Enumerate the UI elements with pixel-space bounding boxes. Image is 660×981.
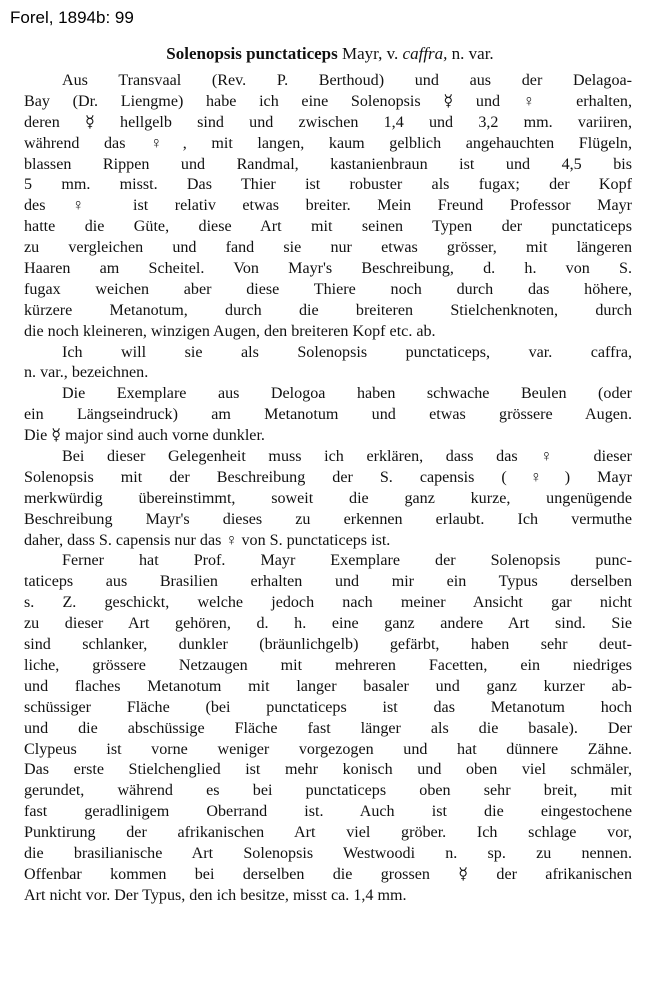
paragraph bbox=[24, 384, 632, 447]
body-text bbox=[24, 71, 632, 907]
variety-name: caffra, bbox=[402, 44, 448, 63]
citation-label: Forel, 1894b: 99 bbox=[10, 8, 134, 27]
paragraph bbox=[24, 343, 632, 385]
text-line: während das ♀, mit langen, kaum gelblich angehauchten Flügeln, bbox=[24, 134, 632, 152]
text-line: schüssiger Fläche (bei punctaticeps ist das Metanotum hoch bbox=[24, 698, 632, 716]
text-line: deren ☿ hellgelb sind und zwischen 1,4 und 3,2 mm. variiren, bbox=[24, 113, 632, 131]
text-line: 5 mm. misst. Das Thier ist robuster als fugax; der Kopf bbox=[24, 176, 632, 194]
text-line: fast geradlinigem Oberrand ist. Auch ist die eingestochene bbox=[24, 803, 632, 821]
text-line: Punktirung der afrikanischen Art viel gröber. Ich schlage vor, bbox=[24, 824, 632, 842]
text-line: Bei dieser Gelegenheit muss ich erklären, dass das ♀ dieser bbox=[62, 448, 632, 466]
paragraph bbox=[24, 71, 632, 343]
paragraph bbox=[24, 551, 632, 906]
text-line: gerundet, während es bei punctaticeps oben sehr breit, mit bbox=[24, 782, 632, 800]
text-line: zu dieser Art gehören, d. h. eine ganz andere Art sind. Sie bbox=[24, 615, 632, 633]
text-line: und flaches Metanotum mit langer basaler und ganz kurzer ab- bbox=[24, 677, 632, 695]
text-line: Solenopsis mit der Beschreibung der S. capensis (♀) Mayr bbox=[24, 468, 632, 486]
text-line: Haaren am Scheitel. Von Mayr's Beschreibung, d. h. von S. bbox=[24, 260, 632, 278]
text-line: des ♀ ist relativ etwas breiter. Mein Freund Professor Mayr bbox=[24, 197, 632, 215]
text-line: Ich will sie als Solenopsis punctaticeps, var. caffra, bbox=[62, 343, 632, 361]
text-line: taticeps aus Brasilien erhalten und mir ein Typus derselben bbox=[24, 573, 632, 591]
species-author: Mayr, v. bbox=[342, 44, 399, 63]
species-heading bbox=[0, 44, 660, 64]
text-line: n. var., bezeichnen. bbox=[24, 364, 149, 382]
text-line: sind schlanker, dunkler (bräunlichgelb) gefärbt, haben sehr deut- bbox=[24, 636, 632, 654]
text-line: Das erste Stielchenglied ist mehr konisch und oben viel schmäler, bbox=[24, 761, 632, 779]
text-line: kürzere Metanotum, durch die breiteren Stielchenknoten, durch bbox=[24, 301, 632, 319]
taxon-status: n. var. bbox=[451, 44, 494, 63]
text-line: s. Z. geschickt, welche jedoch nach meiner Ansicht gar nicht bbox=[24, 594, 632, 612]
text-line: die noch kleineren, winzigen Augen, den breiteren Kopf etc. ab. bbox=[24, 322, 436, 340]
text-line: merkwürdig übereinstimmt, soweit die ganz kurze, ungenügende bbox=[24, 489, 632, 507]
text-line: Aus Transvaal (Rev. P. Berthoud) und aus der Delagoa- bbox=[62, 72, 632, 89]
text-line: liche, grössere Netzaugen mit mehreren Facetten, ein niedriges bbox=[24, 656, 632, 674]
text-line: Beschreibung Mayr's dieses zu erkennen erlaubt. Ich vermuthe bbox=[24, 510, 632, 528]
text-line: hatte die Güte, diese Art mit seinen Typen der punctaticeps bbox=[24, 218, 632, 236]
text-line: Die Exemplare aus Delogoa haben schwache Beulen (oder bbox=[62, 385, 632, 403]
paragraph bbox=[24, 447, 632, 551]
text-line: daher, dass S. capensis nur das ♀ von S. punctaticeps ist. bbox=[24, 531, 391, 549]
text-line: die brasilianische Art Solenopsis Westwoodi n. sp. zu nennen. bbox=[24, 844, 632, 862]
text-line: Die ☿ major sind auch vorne dunkler. bbox=[24, 427, 265, 445]
text-line: Art nicht vor. Der Typus, den ich besitze, misst ca. 1,4 mm. bbox=[24, 886, 407, 904]
text-line: zu vergleichen und fand sie nur etwas grösser, mit längeren bbox=[24, 239, 632, 257]
text-line: blassen Rippen und Randmal, kastanienbraun ist und 4,5 bis bbox=[24, 155, 632, 173]
species-name: Solenopsis punctaticeps bbox=[166, 44, 338, 63]
text-line: Offenbar kommen bei derselben die grossen ☿ der afrikanischen bbox=[24, 865, 632, 883]
text-line: fugax weichen aber diese Thiere noch durch das höhere, bbox=[24, 280, 632, 298]
text-line: und die abschüssige Fläche fast länger als die basale). Der bbox=[24, 719, 632, 737]
text-line: Bay (Dr. Liengme) habe ich eine Solenopsis ☿ und ♀ erhalten, bbox=[24, 92, 632, 110]
text-line: Clypeus ist vorne weniger vorgezogen und hat dünnere Zähne. bbox=[24, 740, 632, 758]
text-line: ein Längseindruck) am Metanotum und etwas grössere Augen. bbox=[24, 406, 632, 424]
text-line: Ferner hat Prof. Mayr Exemplare der Solenopsis punc- bbox=[62, 552, 632, 570]
